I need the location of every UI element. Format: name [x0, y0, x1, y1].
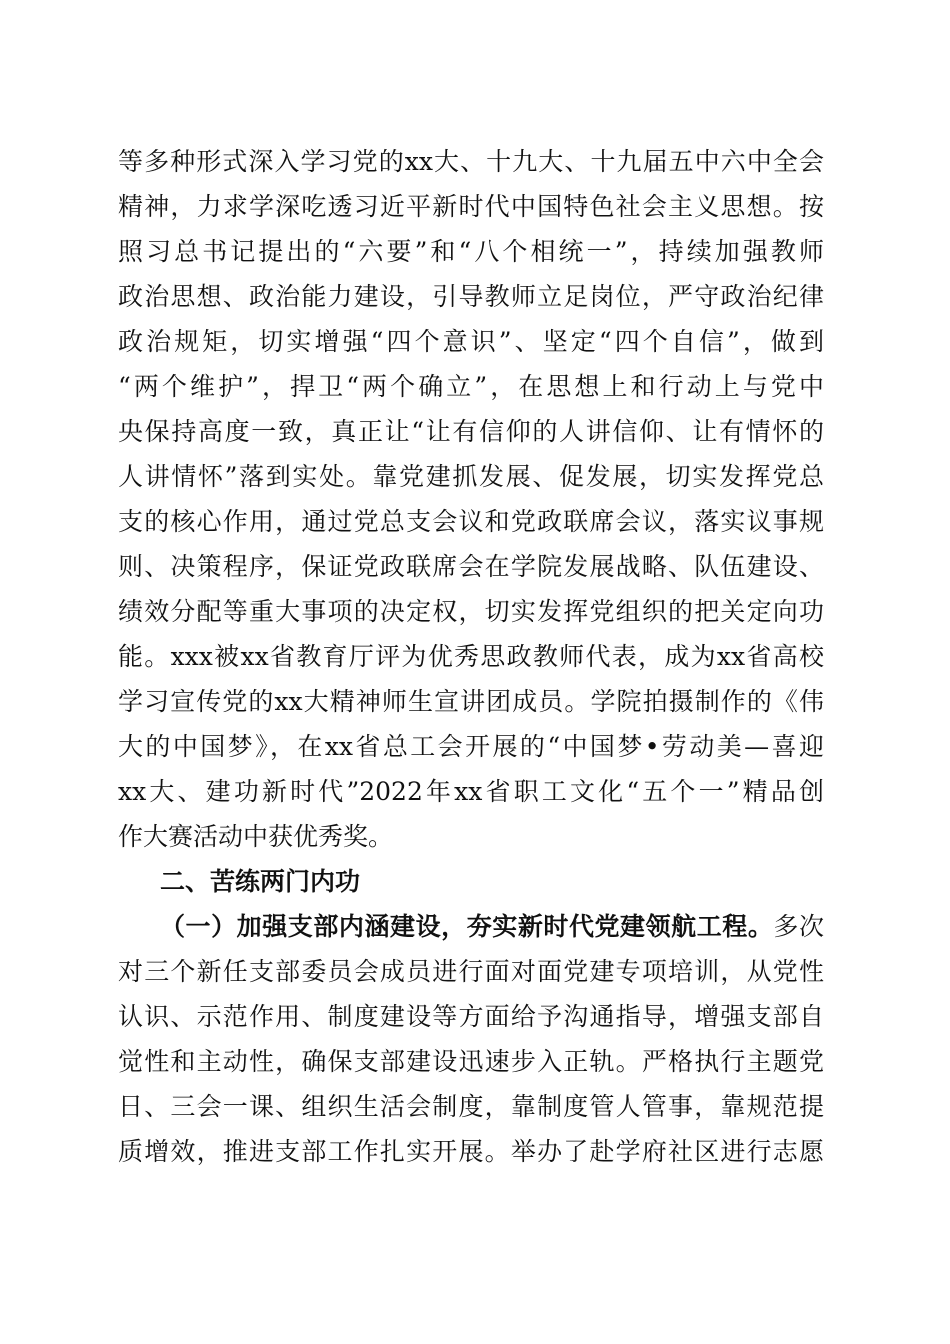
- paragraph-line: 能。xxx被xx省教育厅评为优秀思政教师代表，成为xx省高校: [118, 642, 824, 671]
- subsection-first-line-rest: 多次: [773, 912, 824, 941]
- paragraph-line: 等多种形式深入学习党的xx大、十九大、十九届五中六中全会: [118, 147, 824, 176]
- subsection-lead: （一）加强支部内涵建设，夯实新时代党建领航工程。: [160, 912, 774, 941]
- paragraph-line: 绩效分配等重大事项的决定权，切实发挥党组织的把关定向功: [118, 597, 824, 626]
- paragraph-line: 政治规矩，切实增强“四个意识”、坚定“四个自信”，做到: [118, 327, 824, 356]
- paragraph-line: 支的核心作用，通过党总支会议和党政联席会议，落实议事规: [118, 507, 824, 536]
- paragraph-line: 学习宣传党的xx大精神师生宣讲团成员。学院拍摄制作的《伟: [118, 687, 824, 716]
- paragraph-line: 觉性和主动性，确保支部建设迅速步入正轨。严格执行主题党: [118, 1047, 824, 1076]
- paragraph-line: 照习总书记提出的“六要”和“八个相统一”，持续加强教师: [118, 237, 824, 266]
- paragraph-line: 作大赛活动中获优秀奖。: [118, 822, 394, 851]
- paragraph-line: 则、决策程序，保证党政联席会在学院发展战略、队伍建设、: [118, 552, 824, 581]
- subsection-first-line: [160, 911, 824, 943]
- paragraph-line: 大的中国梦》，在xx省总工会开展的“中国梦•劳动美—喜迎: [118, 732, 824, 761]
- paragraph-line: 认识、示范作用、制度建设等方面给予沟通指导，增强支部自: [118, 1002, 824, 1031]
- paragraph-line: 质增效，推进支部工作扎实开展。举办了赴学府社区进行志愿: [118, 1137, 824, 1166]
- section-heading: 二、苦练两门内功: [160, 867, 361, 896]
- paragraph-line: 日、三会一课、组织生活会制度，靠制度管人管事，靠规范提: [118, 1092, 824, 1121]
- paragraph-line: 政治思想、政治能力建设，引导教师立足岗位，严守政治纪律: [118, 282, 824, 311]
- paragraph-line: “两个维护”，捍卫“两个确立”，在思想上和行动上与党中: [118, 372, 824, 401]
- paragraph-line: 精神，力求学深吃透习近平新时代中国特色社会主义思想。按: [118, 192, 824, 221]
- paragraph-line: xx大、建功新时代”2022年xx省职工文化“五个一”精品创: [118, 777, 824, 806]
- paragraph-line: 人讲情怀”落到实处。靠党建抓发展、促发展，切实发挥党总: [118, 462, 824, 491]
- paragraph-line: 对三个新任支部委员会成员进行面对面党建专项培训，从党性: [118, 957, 824, 986]
- paragraph-line: 央保持高度一致，真正让“让有信仰的人讲信仰、让有情怀的: [118, 417, 824, 446]
